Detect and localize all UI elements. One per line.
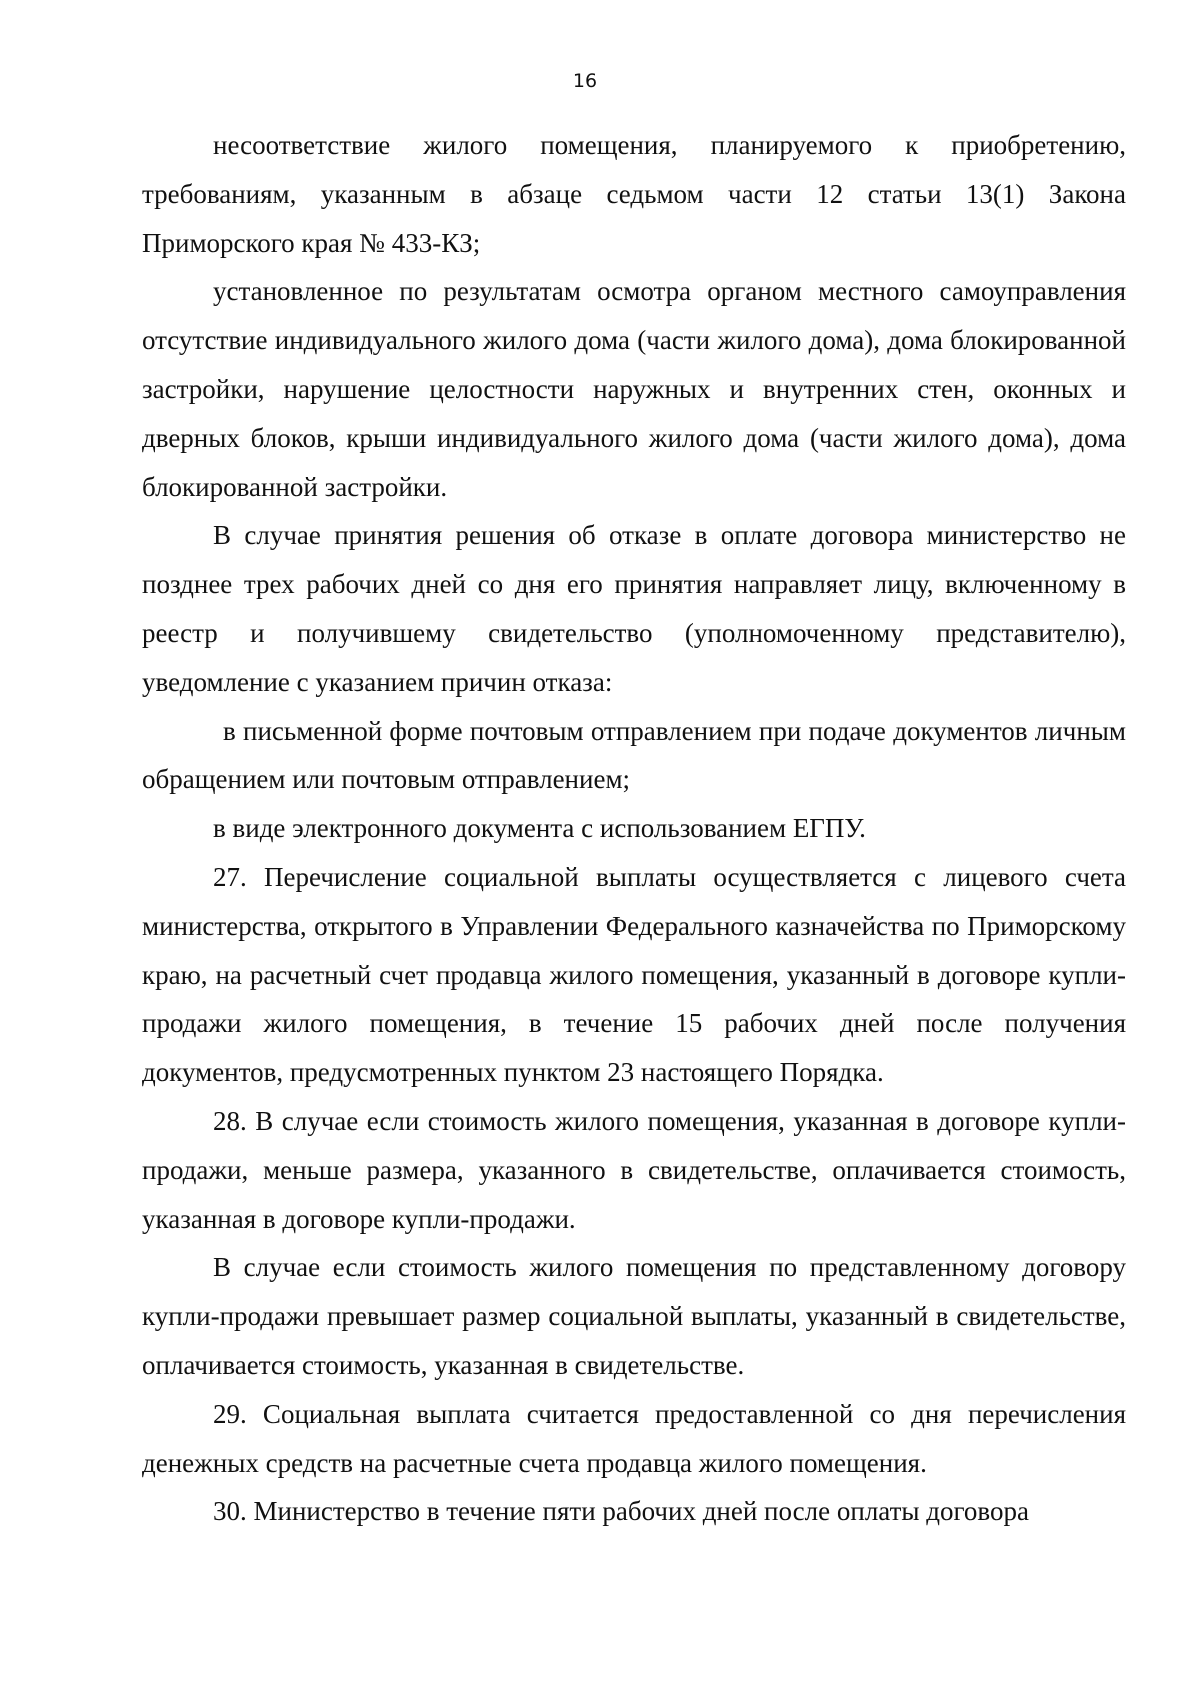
paragraph-item-28: 28. В случае если стоимость жилого помещения, указанная в договоре купли-продажи, меньше размера, указанного в свидетельстве, оплачивается стоимость, указанная в договоре купли-продажи.	[142, 1105, 1126, 1234]
paragraph-electronic-form: в виде электронного документа с использованием ЕГПУ.	[213, 813, 866, 844]
paragraph-item-28-exceeds: В случае если стоимость жилого помещения по представленному договору купли-продажи превышает размер социальной выплаты, указанный в свидетельстве, оплачивается стоимость, указанная в свидетельстве.	[142, 1252, 1126, 1380]
paragraph-item-29: 29. Социальная выплата считается предоставленной со дня перечисления денежных средств на расчетные счета продавца жилого помещения.	[142, 1398, 1126, 1478]
paragraph-item-30: 30. Министерство в течение пяти рабочих дней после оплаты договора	[213, 1496, 1029, 1527]
paragraph-inspection-result: установленное по результатам осмотра органом местного самоуправления отсутствие индивидуального жилого дома (части жилого дома), дома блокированной застройки, нарушение целостности наружных и внутренних стен, оконных и дверных блоков, крыши индивидуального жилого дома (части жилого дома), дома блокированной застройки.	[142, 276, 1126, 502]
paragraph-written-form: в письменной форме почтовым отправлением при подаче документов личным обращением или почтовым отправлением;	[142, 715, 1126, 795]
paragraph-item-27: 27. Перечисление социальной выплаты осуществляется с лицевого счета министерства, открытого в Управлении Федерального казначейства по Приморскому краю, на расчетный счет продавца жилого помещения, указанный в договоре купли-продажи жилого помещения, в течение 15 рабочих дней после получения документов, предусмотренных пунктом 23 настоящего Порядка.	[142, 861, 1126, 1088]
page-number: 16	[572, 70, 598, 92]
paragraph-nonconformity: несоответствие жилого помещения, планируемого к приобретению, требованиям, указанным в абзаце седьмом части 12 статьи 13(1) Закона Приморского края № 433-КЗ;	[142, 130, 1126, 258]
paragraph-refusal-notice: В случае принятия решения об отказе в оплате договора министерство не позднее трех рабочих дней со дня его принятия направляет лицу, включенному в реестр и получившему свидетельство (уполномоченному представителю), уведомление с указанием причин отказа:	[142, 520, 1126, 697]
document-body	[142, 121, 1126, 1536]
